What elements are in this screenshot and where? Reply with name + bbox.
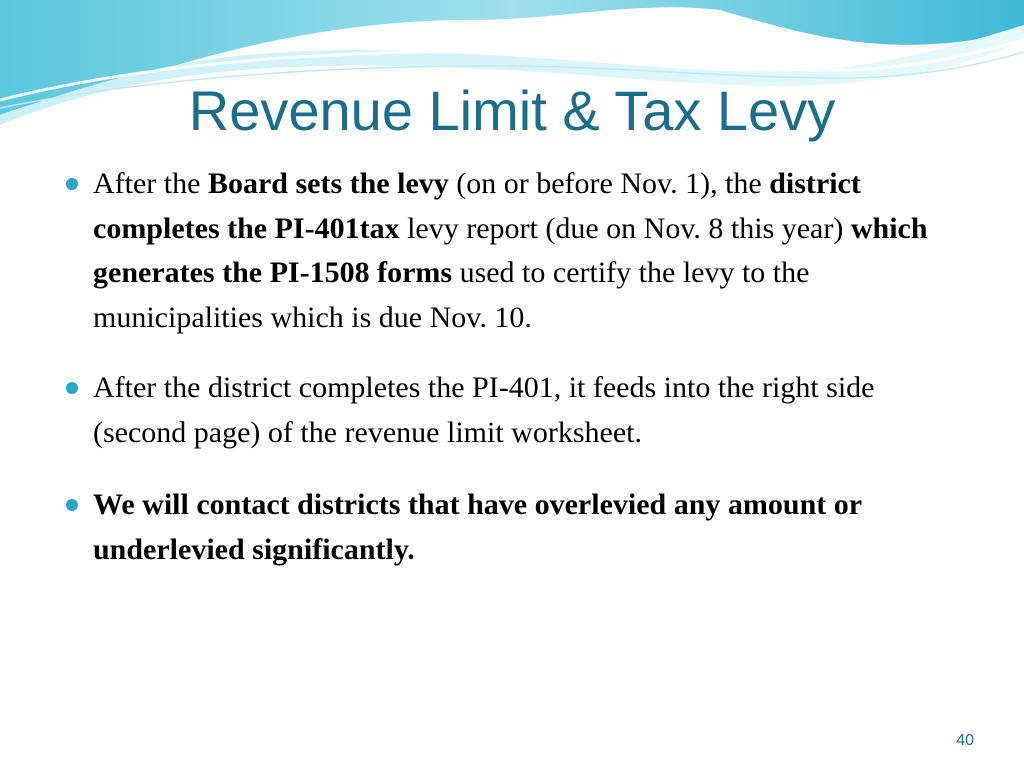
- bullet-dot-icon: [66, 382, 78, 394]
- slide-number: 40: [956, 732, 974, 749]
- bullet-item: [62, 366, 952, 455]
- bullet-text: After the Board sets the levy (on or before Nov. 1), the district completes the PI-401tax levy report (due on Nov. 8 this year) which generates the PI-1508 forms used to certify the levy to the municipalities which is due Nov. 10.: [93, 167, 928, 334]
- bullet-text: After the district completes the PI-401, it feeds into the right side (second page) of the revenue limit worksheet.: [93, 371, 875, 449]
- bullet-list: [62, 162, 952, 572]
- slide-title: Revenue Limit & Tax Levy: [188, 79, 836, 142]
- bullet-item: [62, 483, 952, 572]
- bullet-item: [62, 162, 952, 340]
- bullet-dot-icon: [66, 499, 78, 511]
- bullet-dot-icon: [66, 178, 78, 190]
- bullet-text: We will contact districts that have overlevied any amount or underlevied significantly.: [93, 488, 862, 566]
